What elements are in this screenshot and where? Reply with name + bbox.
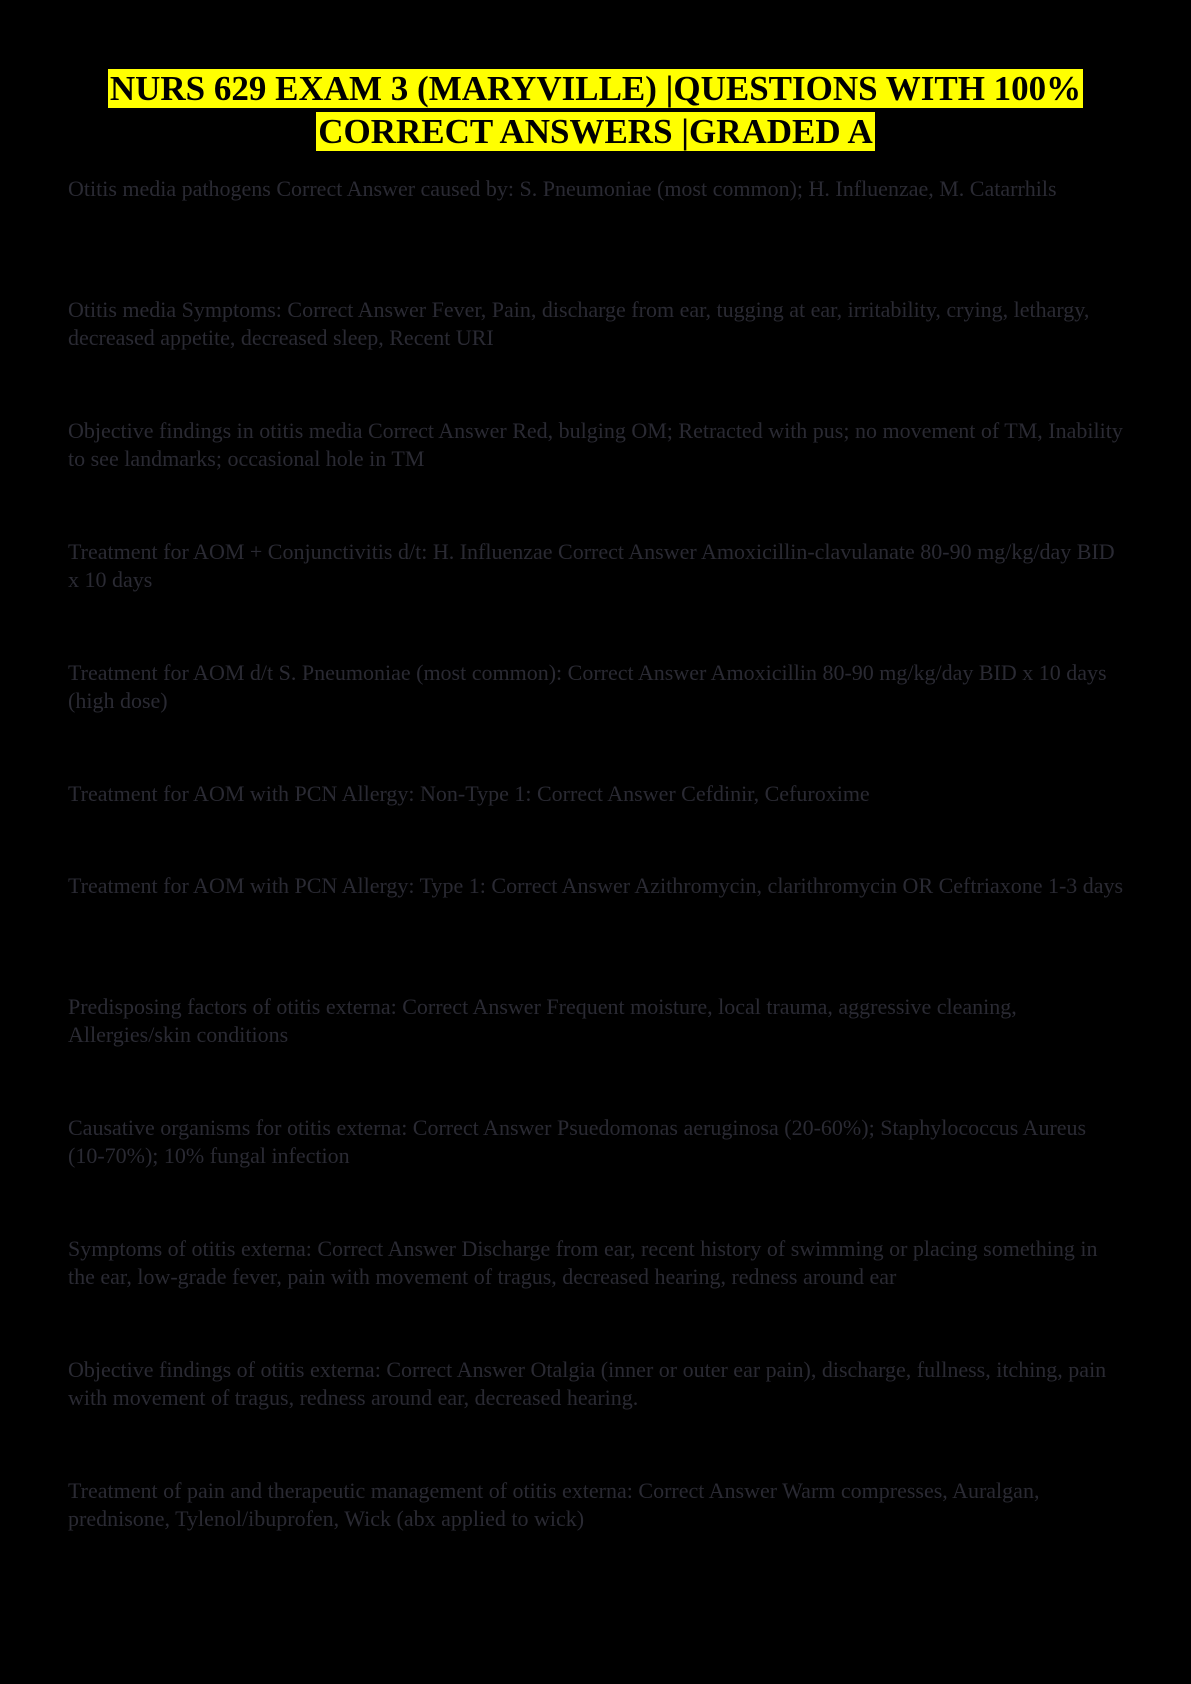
qa-item-11: Objective findings of otitis externa: Correct Answer Otalgia (inner or outer ear pain), discharge, fullness, itching, pain with movement of tragus, redness around ear, decreased hearing. — [68, 1357, 1107, 1410]
qa-item-1: Otitis media pathogens Correct Answer caused by: S. Pneumoniae (most common); H. Influenzae, M. Catarrhils — [68, 176, 1057, 201]
title-line-2: CORRECT ANSWERS |GRADED A — [318, 112, 873, 151]
qa-item-3: Objective findings in otitis media Correct Answer Red, bulging OM; Retracted with pus; no movement of TM, Inability to see landmarks; occasional hole in TM — [68, 418, 1123, 471]
qa-item-4: Treatment for AOM + Conjunctivitis d/t: H. Influenzae Correct Answer Amoxicillin-clavulanate 80-90 mg/kg/day BID x 10 days — [68, 539, 1115, 592]
qa-item-12: Treatment of pain and therapeutic management of otitis externa: Correct Answer Warm compresses, Auralgan, prednisone, Tylenol/ibuprofen, Wick (abx applied to wick) — [68, 1478, 1040, 1531]
qa-item-8: Predisposing factors of otitis externa: Correct Answer Frequent moisture, local trauma, aggressive cleaning, Allergies/skin conditions — [68, 994, 1017, 1047]
qa-item-2: Otitis media Symptoms: Correct Answer Fever, Pain, discharge from ear, tugging at ear, irritability, crying, lethargy, decreased appetite, decreased sleep, Recent URI — [68, 297, 1090, 350]
qa-item-10: Symptoms of otitis externa: Correct Answer Discharge from ear, recent history of swimming or placing something in the ear, low-grade fever, pain with movement of tragus, decreased hearing, redness around ear — [68, 1236, 1098, 1289]
qa-item-7: Treatment for AOM with PCN Allergy: Type 1: Correct Answer Azithromycin, clarithromycin OR Ceftriaxone 1-3 days — [68, 873, 1124, 898]
qa-item-5: Treatment for AOM d/t S. Pneumoniae (most common): Correct Answer Amoxicillin 80-90 mg/kg/day BID x 10 days (high dose) — [68, 660, 1107, 713]
qa-item-9: Causative organisms for otitis externa: Correct Answer Psuedomonas aeruginosa (20-60%); Staphylococcus Aureus (10-70%); 10% fungal infection — [68, 1115, 1087, 1168]
document-title — [0, 67, 1191, 153]
qa-item-6: Treatment for AOM with PCN Allergy: Non-Type 1: Correct Answer Cefdinir, Cefuroxime — [68, 781, 870, 806]
title-line-1: NURS 629 EXAM 3 (MARYVILLE) |QUESTIONS WITH 100% — [109, 69, 1082, 108]
